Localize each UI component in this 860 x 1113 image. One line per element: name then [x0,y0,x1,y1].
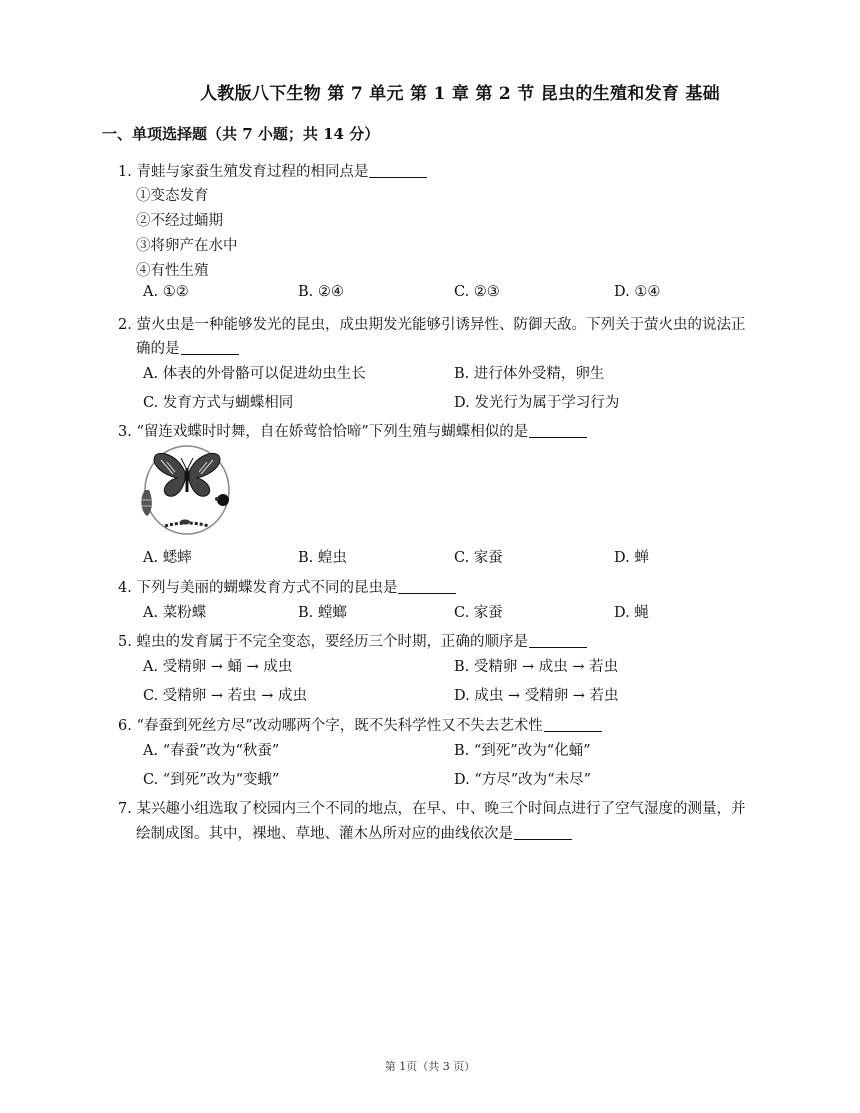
question-1-option-b: B. ②④ [298,284,344,300]
answer-blank [369,163,427,178]
answer-blank [181,340,239,355]
answer-blank [398,579,456,594]
question-6-option-c: C. “到死”改为“变蛾” [143,772,280,788]
question-1-item-4: ④有性生殖 [136,263,209,279]
butterfly-illustration [137,442,237,542]
question-2-stem-line-2 [136,337,239,358]
question-4-text: 4. 下列与美丽的蝴蝶发育方式不同的昆虫是 [118,580,398,596]
question-1-text: 1. 青蛙与家蚕生殖发育过程的相同点是 [118,164,369,180]
question-5-option-c: C. 受精卵 → 若虫 → 成虫 [143,688,308,704]
question-5-option-a: A. 受精卵 → 蛹 → 成虫 [143,659,293,675]
question-2-option-b: B. 进行体外受精，卵生 [454,366,605,382]
question-1-option-d: D. ①④ [614,284,661,300]
question-3-stem [118,420,587,441]
question-1-item-1: ①变态发育 [136,188,209,204]
question-3-text: 3. “留连戏蝶时时舞，自在娇莺恰恰啼”下列生殖与蝴蝶相似的是 [118,424,529,440]
question-7-stem-line-1: 7. 某兴趣小组选取了校园内三个不同的地点，在早、中、晚三个时间点进行了空气湿度的测量，并 [118,801,746,817]
question-6-stem [118,714,602,735]
question-3-option-b: B. 蝗虫 [298,550,347,566]
question-4-stem [118,576,456,597]
question-7-text: 绘制成图。其中，裸地、草地、灌木丛所对应的曲线依次是 [136,826,513,842]
question-4-option-b: B. 螳螂 [298,605,347,621]
question-3-option-a: A. 蟋蟀 [143,550,192,566]
question-5-option-b: B. 受精卵 → 成虫 → 若虫 [454,659,619,675]
question-1-stem [118,160,427,181]
answer-blank [544,717,602,732]
question-7-stem-line-2 [136,822,572,843]
question-2-option-c: C. 发育方式与蝴蝶相同 [143,395,294,411]
question-5-option-d: D. 成虫 → 受精卵 → 若虫 [454,688,619,704]
question-4-option-d: D. 蝇 [614,605,649,621]
question-4-option-c: C. 家蚕 [454,605,503,621]
question-1-item-2: ②不经过蛹期 [136,213,223,229]
question-6-option-a: A. “春蚕”改为“秋蚕” [143,743,280,759]
page-footer: 第 1页（共 3 页） [384,1060,476,1073]
question-4-option-a: A. 菜粉蝶 [143,605,207,621]
question-6-option-d: D. “方尽”改为“未尽” [454,772,591,788]
answer-blank [529,423,587,438]
question-6-text: 6. “春蚕到死丝方尽”改动哪两个字，既不失科学性又不失去艺术性 [118,718,543,734]
question-2-option-a: A. 体表的外骨骼可以促进幼虫生长 [143,366,366,382]
question-1-item-3: ③将卵产在水中 [136,238,238,254]
answer-blank [514,825,572,840]
question-3-option-d: D. 蝉 [614,550,649,566]
question-2-stem-line-1: 2. 萤火虫是一种能够发光的昆虫，成虫期发光能够引诱异性、防御天敌。下列关于萤火虫的说法正 [118,317,746,333]
answer-blank [529,633,587,648]
question-6-option-b: B. “到死”改为“化蛹” [454,743,591,759]
question-1-option-c: C. ②③ [454,284,500,300]
question-2-option-d: D. 发光行为属于学习行为 [454,395,620,411]
question-5-text: 5. 蝗虫的发育属于不完全变态，要经历三个时期，正确的顺序是 [118,634,528,650]
question-2-text: 确的是 [136,341,180,357]
page-title: 人教版八下生物 第 7 单元 第 1 章 第 2 节 昆虫的生殖和发育 基础 [200,84,720,104]
question-3-option-c: C. 家蚕 [454,550,503,566]
question-1-option-a: A. ①② [143,284,189,300]
section-heading: 一、单项选择题（共 7 小题；共 14 分） [102,125,380,143]
question-5-stem [118,630,587,651]
